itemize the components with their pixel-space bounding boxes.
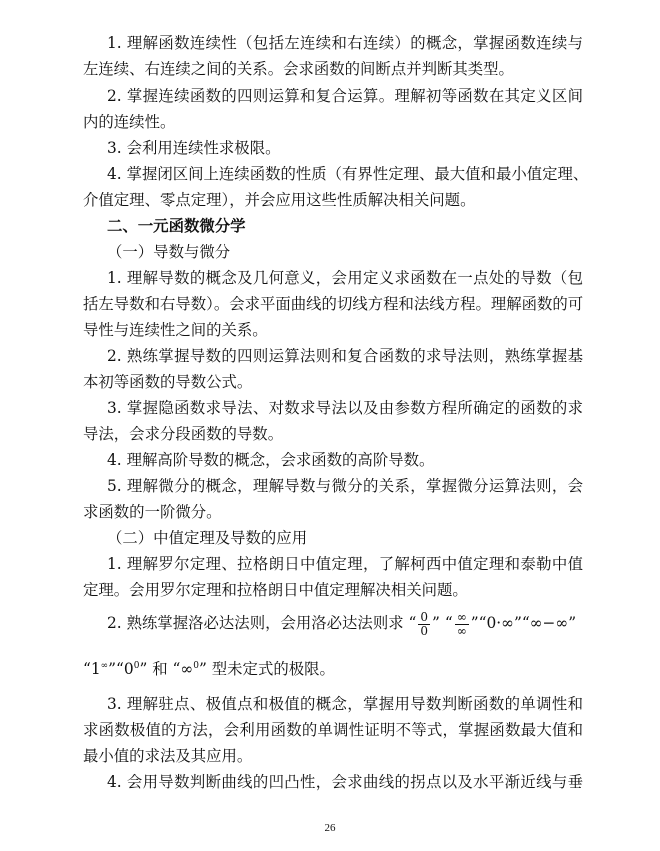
- paragraph-line: 4. 掌握闭区间上连续函数的性质（有界性定理、最大值和最小值定理、: [107, 165, 589, 183]
- formula-line-text: 2. 熟练掌握洛必达法则，会用洛必达法则求: [107, 614, 404, 632]
- form-one-pow-inf: 1: [90, 660, 101, 678]
- paragraph-line: 左连续、右连续之间的关系。会求函数的间断点并判断其类型。: [83, 60, 514, 78]
- subsection-heading: （二）中值定理及导数的应用: [107, 529, 308, 547]
- paragraph-line: 1. 理解罗尔定理、拉格朗日中值定理，了解柯西中值定理和泰勒中值: [107, 555, 583, 573]
- quote-close: ”: [513, 614, 522, 632]
- paragraph-line: 3. 掌握隐函数求导法、对数求导法以及由参数方程所确定的函数的求: [107, 399, 583, 417]
- quote-open: “: [521, 614, 530, 632]
- paragraph-line: 导法，会求分段函数的导数。: [83, 425, 284, 443]
- paragraph-line: 定理。会用罗尔定理和拉格朗日中值定理解决相关问题。: [83, 581, 468, 599]
- quote-open: “: [408, 614, 417, 632]
- quote-close: ”: [432, 614, 440, 632]
- paragraph-line: 1. 理解函数连续性（包括左连续和右连续）的概念，掌握函数连续与: [107, 34, 583, 52]
- fraction-inf-over-inf: $\frac{\infty}{\infty}$: [456, 609, 467, 638]
- paragraph-line: 最小值的求法及其应用。: [83, 747, 253, 765]
- paragraph-line: 求函数极值的方法，会利用函数的单调性证明不等式，掌握函数最大值和: [83, 721, 583, 739]
- paragraph-line: 内的连续性。: [83, 113, 176, 131]
- formula-line: “$1^\infty”“0^0$” 和 “∞$^0$” 型未定式的极限。: [83, 660, 335, 678]
- form-zero-times-inf: 0·∞: [486, 614, 514, 632]
- paragraph-line: 本初等函数的导数公式。: [83, 373, 253, 391]
- paragraph-line: 1. 理解导数的概念及几何意义，会用定义求函数在一点处的导数（包: [107, 269, 583, 287]
- form-inf-pow-zero: ∞: [180, 660, 194, 678]
- subsection-heading: （一）导数与微分: [107, 243, 231, 261]
- form-zero-pow-zero: 0: [123, 660, 134, 678]
- formula-line: [107, 608, 583, 638]
- paragraph-line: 括左导数和右导数）。会求平面曲线的切线方程和法线方程。理解函数的可: [83, 295, 584, 313]
- paragraph-line: 5. 理解微分的概念，理解导数与微分的关系，掌握微分运算法则，会: [107, 477, 583, 495]
- paragraph-line: 2. 熟练掌握导数的四则运算法则和复合函数的求导法则，熟练掌握基: [107, 347, 583, 365]
- paragraph-line: 求函数的一阶微分。: [83, 503, 222, 521]
- paragraph-line: 导性与连续性之间的关系。: [83, 321, 268, 339]
- paragraph-line: 介值定理、零点定理），并会应用这些性质解决相关问题。: [83, 191, 476, 209]
- quote-open: “: [444, 614, 453, 632]
- quote-close: ”: [568, 614, 577, 632]
- paragraph-line: 3. 会利用连续性求极限。: [107, 139, 281, 157]
- paragraph-line: 4. 会用导数判断曲线的凹凸性，会求曲线的拐点以及水平渐近线与垂: [107, 773, 583, 791]
- paragraph-line: 2. 掌握连续函数的四则运算和复合运算。理解初等函数在其定义区间: [107, 87, 583, 105]
- form-inf-minus-inf: ∞−∞: [529, 614, 569, 632]
- section-heading: 二、一元函数微分学: [107, 217, 246, 235]
- page-number: 26: [324, 822, 336, 834]
- paragraph-line: 3. 理解驻点、极值点和极值的概念，掌握用导数判断函数的单调性和: [107, 695, 583, 713]
- fraction-zero-over-zero: $\frac{0}{0}$: [420, 609, 429, 638]
- quote-close: ”: [470, 614, 479, 632]
- quote-open: “: [478, 614, 487, 632]
- paragraph-line: 4. 理解高阶导数的概念，会求函数的高阶导数。: [107, 451, 435, 469]
